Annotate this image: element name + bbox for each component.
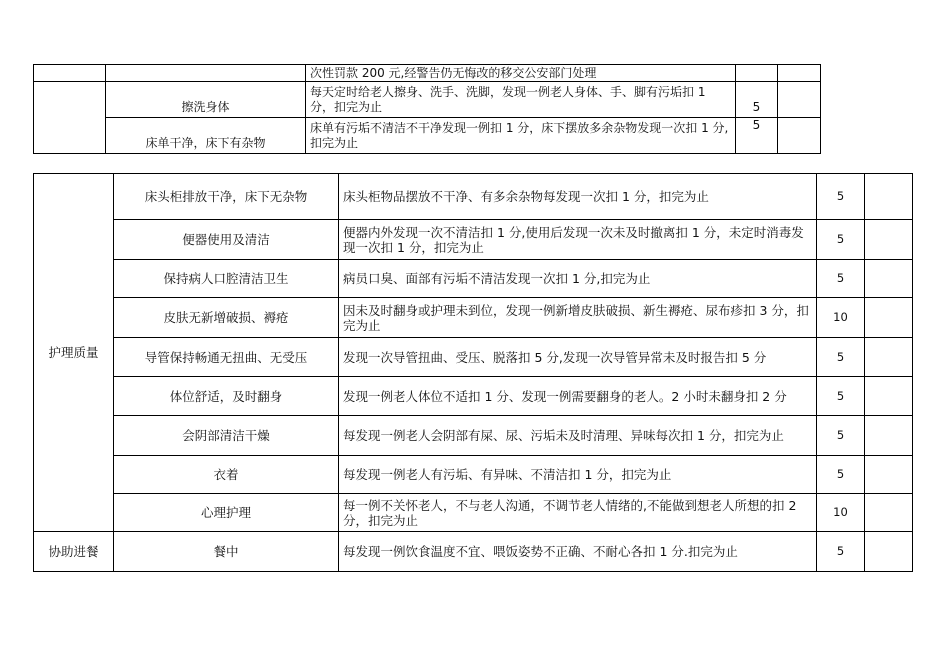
score-cell: 5 bbox=[817, 220, 865, 260]
description-cell: 每天定时给老人擦身、洗手、洗脚，发现一例老人身体、手、脚有污垢扣 1 分，扣完为止 bbox=[306, 82, 736, 118]
score-cell: 5 bbox=[736, 118, 778, 154]
score-cell: 5 bbox=[817, 456, 865, 494]
assessment-table-top bbox=[33, 64, 821, 154]
table-row bbox=[34, 82, 821, 118]
description-cell: 病员口臭、面部有污垢不清洁发现一次扣 1 分,扣完为止 bbox=[339, 260, 817, 298]
actual-score-cell bbox=[778, 118, 821, 154]
description-cell: 床头柜物品摆放不干净、有多余杂物每发现一次扣 1 分，扣完为止 bbox=[339, 174, 817, 220]
description-cell: 床单有污垢不清洁不干净发现一例扣 1 分，床下摆放多余杂物发现一次扣 1 分,扣完为止 bbox=[306, 118, 736, 154]
score-cell: 10 bbox=[817, 494, 865, 532]
score-cell: 5 bbox=[817, 174, 865, 220]
table-row bbox=[34, 174, 913, 220]
actual-score-cell bbox=[865, 260, 913, 298]
score-cell: 5 bbox=[817, 338, 865, 377]
table-row bbox=[34, 260, 913, 298]
actual-score-cell bbox=[865, 416, 913, 456]
actual-score-cell bbox=[865, 532, 913, 572]
actual-score-cell bbox=[865, 377, 913, 416]
description-cell: 每发现一例老人有污垢、有异味、不清洁扣 1 分，扣完为止 bbox=[339, 456, 817, 494]
description-cell: 每一例不关怀老人，不与老人沟通，不调节老人情绪的,不能做到想老人所想的扣 2 分，扣完为止 bbox=[339, 494, 817, 532]
actual-score-cell bbox=[865, 220, 913, 260]
table-row bbox=[34, 118, 821, 154]
score-cell: 10 bbox=[817, 298, 865, 338]
description-cell: 发现一次导管扭曲、受压、脱落扣 5 分,发现一次导管异常未及时报告扣 5 分 bbox=[339, 338, 817, 377]
item-cell: 衣着 bbox=[114, 456, 339, 494]
actual-score-cell bbox=[865, 494, 913, 532]
description-cell: 便器内外发现一次不清洁扣 1 分,使用后发现一次未及时撤离扣 1 分，未定时消毒发现一次扣 1 分，扣完为止 bbox=[339, 220, 817, 260]
table-row bbox=[34, 377, 913, 416]
item-cell: 体位舒适，及时翻身 bbox=[114, 377, 339, 416]
score-cell: 5 bbox=[817, 377, 865, 416]
description-cell: 次性罚款 200 元,经警告仍无悔改的移交公安部门处理 bbox=[306, 65, 736, 82]
item-cell: 皮肤无新增破损、褥疮 bbox=[114, 298, 339, 338]
score-cell: 5 bbox=[736, 82, 778, 118]
score-cell bbox=[736, 65, 778, 82]
category-cell-nursing-quality: 护理质量 bbox=[34, 174, 114, 532]
item-cell: 床头柜排放干净，床下无杂物 bbox=[114, 174, 339, 220]
actual-score-cell bbox=[865, 338, 913, 377]
table-row bbox=[34, 220, 913, 260]
item-cell: 会阴部清洁干燥 bbox=[114, 416, 339, 456]
category-cell-assist-meal: 协助进餐 bbox=[34, 532, 114, 572]
table-row bbox=[34, 456, 913, 494]
item-cell: 导管保持畅通无扭曲、无受压 bbox=[114, 338, 339, 377]
actual-score-cell bbox=[778, 65, 821, 82]
score-cell: 5 bbox=[817, 260, 865, 298]
assessment-table-main bbox=[33, 173, 913, 572]
table-row bbox=[34, 298, 913, 338]
actual-score-cell bbox=[865, 298, 913, 338]
actual-score-cell bbox=[865, 456, 913, 494]
table-row bbox=[34, 338, 913, 377]
description-cell: 发现一例老人体位不适扣 1 分、发现一例需要翻身的老人。2 小时未翻身扣 2 分 bbox=[339, 377, 817, 416]
item-cell: 保持病人口腔清洁卫生 bbox=[114, 260, 339, 298]
item-cell bbox=[106, 65, 306, 82]
description-cell: 每发现一例老人会阴部有屎、尿、污垢未及时清理、异味每次扣 1 分，扣完为止 bbox=[339, 416, 817, 456]
category-cell bbox=[34, 65, 106, 82]
score-cell: 5 bbox=[817, 416, 865, 456]
actual-score-cell bbox=[778, 82, 821, 118]
category-cell bbox=[34, 82, 106, 154]
actual-score-cell bbox=[865, 174, 913, 220]
item-cell: 擦洗身体 bbox=[106, 82, 306, 118]
item-cell: 便器使用及清洁 bbox=[114, 220, 339, 260]
description-cell: 因未及时翻身或护理未到位，发现一例新增皮肤破损、新生褥疮、尿布疹扣 3 分，扣完为止 bbox=[339, 298, 817, 338]
table-row bbox=[34, 494, 913, 532]
item-cell: 心理护理 bbox=[114, 494, 339, 532]
item-cell: 床单干净，床下有杂物 bbox=[106, 118, 306, 154]
item-cell: 餐中 bbox=[114, 532, 339, 572]
table-row bbox=[34, 416, 913, 456]
description-cell: 每发现一例饮食温度不宜、喂饭姿势不正确、不耐心各扣 1 分.扣完为止 bbox=[339, 532, 817, 572]
table-row bbox=[34, 65, 821, 82]
score-cell: 5 bbox=[817, 532, 865, 572]
table-row bbox=[34, 532, 913, 572]
